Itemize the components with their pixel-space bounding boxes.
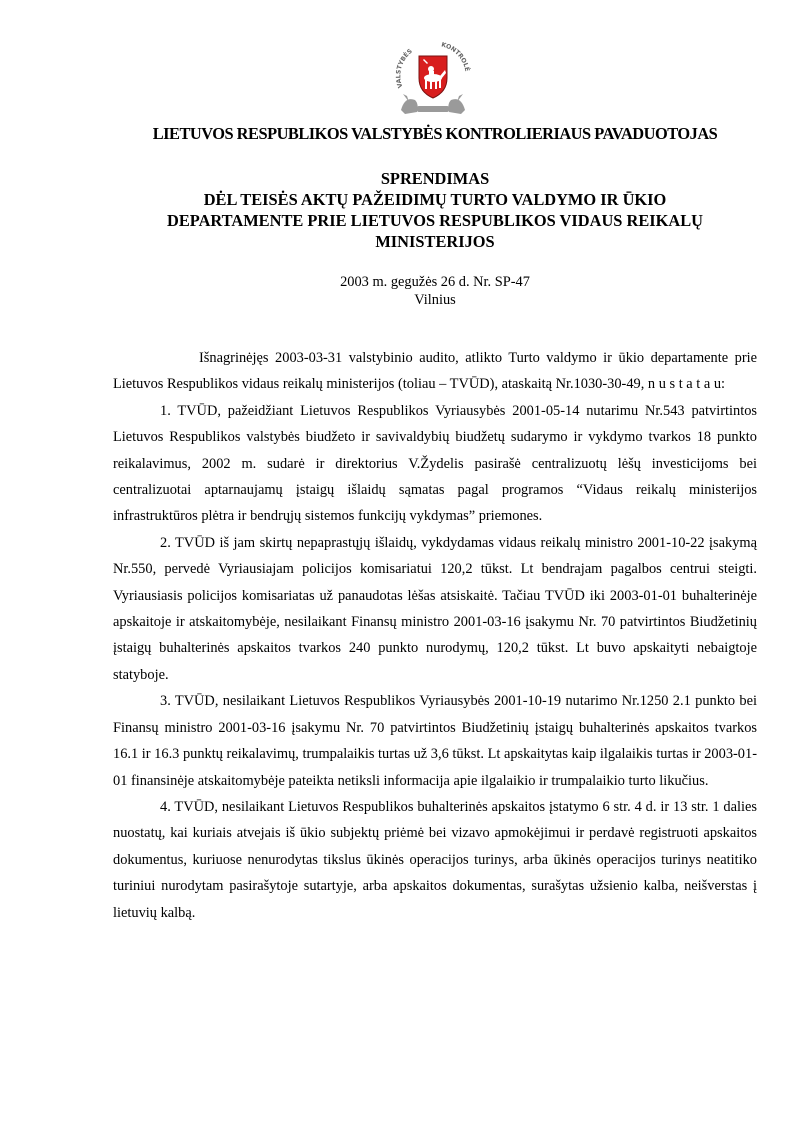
document-body <box>113 345 757 926</box>
finding-paragraph-1: 1. TVŪD, pažeidžiant Lietuvos Respublikos Vyriausybės 2001-05-14 nutarimu Nr.543 patvirtintos Lietuvos Respublikos valstybės biudžeto ir savivaldybių biudžetų sudarymo ir vykdymo tvarkos 18 punkto reikalavimus, 2002 m. sudarė ir direktorius V.Žydelis pasirašė centralizuotų lėšų investicijoms bei centralizuotai aptarnaujamų įstaigų išlaidų sąmatas pagal programos “Vidaus reikalų ministerijos infrastruktūros plėtra ir bendrųjų sistemos funkcijų vykdymas” priemones. <box>113 402 757 525</box>
title-line-2: DĖL TEISĖS AKTŲ PAŽEIDIMŲ TURTO VALDYMO IR ŪKIO <box>203 190 667 209</box>
state-audit-emblem <box>383 34 483 122</box>
title-line-3: DEPARTAMENTE PRIE LIETUVOS RESPUBLIKOS VIDAUS REIKALŲ <box>167 211 703 230</box>
svg-text:VALSTYBĖS <box>395 48 414 89</box>
intro-paragraph: Išnagrinėjęs 2003-03-31 valstybinio audito, atlikto Turto valdymo ir ūkio departamente prie Lietuvos Respublikos vidaus reikalų ministerijos (toliau – TVŪD), ataskaitą Nr.1030-30-49, n u s t a t a u: <box>113 350 757 393</box>
document-place: Vilnius <box>414 292 456 308</box>
date-place <box>113 273 757 309</box>
issuer-header: LIETUVOS RESPUBLIKOS VALSTYBĖS KONTROLIERIAUS PAVADUOTOJAS <box>152 124 718 143</box>
title-line-4: MINISTERIJOS <box>375 232 495 251</box>
finding-paragraph-3: 3. TVŪD, nesilaikant Lietuvos Respublikos Vyriausybės 2001-10-19 nutarimo Nr.1250 2.1 punkto bei Finansų ministro 2001-03-16 įsakymu Nr. 70 patvirtintos Biudžetinių įstaigų buhalterinės apskaitos tvarkos 16.1 ir 16.3 punktų reikalavimų, trumpalaikis turtas už 3,6 tūkst. Lt apskaitytas kaip ilgalaikis turtas ir 2003-01-01 finansinėje atskaitomybėje pateikta netiksli informacija apie ilgalaikio ir trumpalaikio turto likučius. <box>113 693 757 789</box>
emblem-label-right: KONTROLĖ <box>440 41 471 73</box>
finding-paragraph-4: 4. TVŪD, nesilaikant Lietuvos Respublikos buhalterinės apskaitos įstatymo 6 str. 4 d. ir 13 str. 1 dalies nuostatų, kai kuriais atvejais iš ūkio subjektų priėmė bei vizavo apmokėjimui ir perdavė registruoti apskaitos dokumentus, kuriuose nenurodytas tikslus ūkinės operacijos turinys, arba ūkinės operacijos turinys neatitiko turiniui nurodytam pasirašytoje sutartyje, arba apskaitos dokumentas, surašytas užsienio kalba, neišverstas į lietuvių kalbą. <box>113 798 757 921</box>
document-date-number: 2003 m. gegužės 26 d. Nr. SP-47 <box>340 274 530 290</box>
finding-paragraph-2: 2. TVŪD iš jam skirtų nepaprastųjų išlaidų, vykdydamas vidaus reikalų ministro 2001-10-22 įsakymą Nr.550, pervedė Vyriausiajam policijos komisariatui 120,2 tūkst. Lt bendrajam pagalbos centrui steigti. Vyriausiasis policijos komisariatas už panaudotas lėšas atsiskaitė. Tačiau TVŪD iki 2003-01-01 buhalterinėje apskaitoje ir atskaitomybėje, nesilaikant Finansų ministro 2001-03-16 įsakymu Nr. 70 patvirtintos Biudžetinių įstaigų buhalterinės apskaitos tvarkos 240 punkto nurodymų, 120,2 tūkst. Lt buvo apskaityti nebaigtoje statyboje. <box>113 534 757 683</box>
emblem-label-left: VALSTYBĖS <box>395 47 414 89</box>
title-line-1: SPRENDIMAS <box>380 169 490 188</box>
decision-title <box>113 168 757 252</box>
